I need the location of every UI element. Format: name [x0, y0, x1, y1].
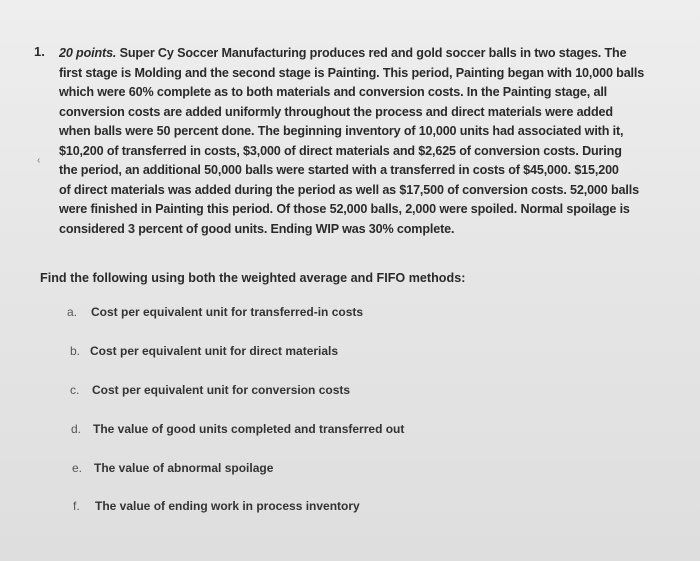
item-text: Cost per equivalent unit for conversion costs [92, 383, 351, 397]
instructions-prompt: Find the following using both the weighted average and FIFO methods: [40, 271, 466, 285]
item-text-start: The value of [93, 422, 167, 436]
item-e [72, 461, 273, 475]
question-line: were finished in Painting this period. Of those 52,000 balls, 2,000 were spoiled. Normal spoilage is [59, 202, 630, 216]
margin-mark: ‹ [37, 155, 41, 166]
item-text: Cost per equivalent unit for transferred-in costs [91, 305, 364, 319]
item-text-end: completed and transferred out [227, 422, 405, 436]
item-letter: c. [70, 383, 80, 397]
item-f [73, 499, 360, 513]
question-line [59, 44, 659, 64]
question-text [59, 44, 659, 239]
item-d [71, 422, 404, 436]
item-b [70, 344, 338, 358]
item-text: The value of abnormal spoilage [94, 461, 274, 475]
question-line: considered 3 percent of good units. Ending WIP was 30% complete. [59, 221, 455, 236]
item-letter: f. [73, 499, 80, 513]
question-line: the period, an additional 50,000 balls were started with a transferred in costs of $45,000. $15,200 [59, 163, 619, 177]
item-letter: e. [72, 461, 83, 475]
question-line-text: Super Cy Soccer Manufacturing produces red and gold soccer balls in two stages. The [116, 46, 627, 60]
question-points: 20 points. [59, 46, 117, 60]
question-line: conversion costs are added uniformly throughout the process and direct materials were added [59, 104, 613, 119]
question-line: $10,200 of transferred in costs, $3,000 of direct materials and $2,625 of conversion costs. During [59, 143, 622, 158]
item-letter: d. [71, 422, 82, 436]
item-letter: b. [70, 344, 81, 358]
item-text: The value of ending work in process inventory [95, 499, 360, 513]
question-line: of direct materials was added during the period as well as $17,500 of conversion costs. 52,000 balls [59, 182, 639, 197]
item-c [70, 383, 350, 397]
item-letter: a. [67, 305, 78, 319]
question-line: first stage is Molding and the second stage is Painting. This period, Painting began with 10,000 balls [59, 65, 645, 80]
question-line: when balls were 50 percent done. The beginning inventory of 10,000 units had associated with it, [59, 124, 624, 138]
item-text-emphasis: good units [166, 422, 228, 436]
item-a [67, 305, 363, 319]
question-number: 1. [34, 44, 45, 59]
question-line: which were 60% complete as to both materials and conversion costs. In the Painting stage, all [59, 85, 608, 99]
item-text: Cost per equivalent unit for direct materials [90, 344, 339, 358]
